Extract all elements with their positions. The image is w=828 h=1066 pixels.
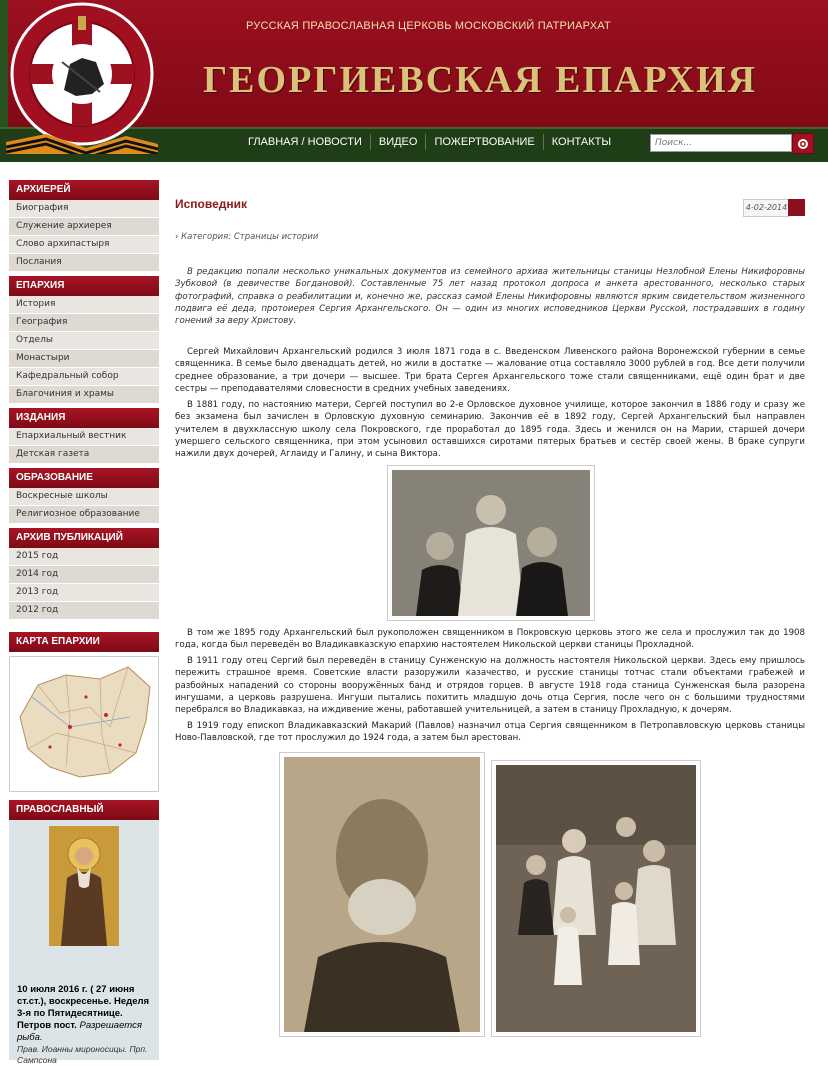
calendar-widget [9, 800, 159, 1065]
calendar-date-text: 10 июля 2016 г. ( 27 июня ст.ст.), воскресенье. Неделя 3-я по Пятидесятнице. Петров пост. Разрешается рыба. [17, 984, 150, 1043]
saint-icon-image[interactable] [49, 826, 119, 946]
sidebar [9, 180, 159, 1065]
category-link[interactable]: Страницы истории [233, 232, 319, 242]
article-paragraph: В том же 1895 году Архангельский был рукоположен священником в Покровскую церковь этого же села и прослужил так до 1908 года, когда был переведён во Владикавказскую епархию настоятелем Никольской церкви станицы Прохладной. [175, 628, 805, 651]
diocese-emblem-logo[interactable] [6, 2, 158, 154]
sidebar-heading: ЕПАРХИЯ [9, 276, 159, 296]
article-paragraph: В 1881 году, по настоянию матери, Сергей поступил во 2-е Орловское духовное училище, которое закончил в 1886 году и сразу же без экзамена был зачислен в Орловскую духовную семинарию. Закончив её в 1892 году, Сергей Архангельский был направлен учителем в двухклассную школу села Покровского, где проработал до 1895 года. Здесь и женился он на Марии, старшей дочери умершего сельского священника, при этом усыновил оставшихся сиротами пятерых братьев и сестёр своей жены. В браке супруги нажили двух дочерей, Аглаиду и Галину, и сына Виктора. [175, 400, 805, 460]
article-date: 4-02-2014 [743, 199, 790, 217]
sidebar-item-2014[interactable]: 2014 год [9, 566, 159, 584]
map-widget [9, 632, 159, 792]
calendar-body [9, 820, 159, 1065]
map-image [10, 657, 158, 791]
patriarchate-label: РУССКАЯ ПРАВОСЛАВНАЯ ЦЕРКОВЬ МОСКОВСКИЙ ПАТРИАРХАТ [246, 20, 611, 32]
sidebar-item-sunday-schools[interactable]: Воскресные школы [9, 488, 159, 506]
article-paragraph: В 1911 году отец Сергий был переведён в станицу Сунженскую на должность настоятеля Никольской церкви. Здесь ему пришлось пережить страшное время. Советские власти разоружили казачество, и русские станицы тотчас стали объектами грабежей и разбойных нападений со стороны вооружённых банд и отрядов горцев. В августе 1918 года станица Сунженская была разорена ингушами, а церковь разрушена. Ингуши пытались похитить младшую дочь отца Сергия, после чего он с большими трудностями перебрался во Владикавказ, на иждивение жены, работавшей учительницей, а затем в станицу Прохладную, к дочерям. [175, 656, 805, 716]
sidebar-item-2012[interactable]: 2012 год [9, 602, 159, 620]
sidebar-item-ministry[interactable]: Служение архиерея [9, 218, 159, 236]
photo-image [284, 757, 480, 1032]
search-input[interactable] [650, 134, 792, 152]
sidebar-item-kids-paper[interactable]: Детская газета [9, 446, 159, 464]
sidebar-item-2015[interactable]: 2015 год [9, 548, 159, 566]
nav-contacts[interactable]: КОНТАКТЫ [543, 134, 619, 150]
site-header [0, 0, 828, 160]
sidebar-item-word[interactable]: Слово архипастыря [9, 236, 159, 254]
article-paragraph: Сергей Михайлович Архангельский родился 3 июля 1871 года в с. Введенском Ливенского района Воронежской губернии в семье священника. В семье было двенадцать детей, но жили в достатке — жалование отца составляло 3000 рублей в год. Все дети получили среднее образование, а три дочери — высшее. Три брата Сергея Архангельского тоже стали священниками, ещё один брат и две сестры — преподавателями словесности в средних учебных заведениях. [175, 347, 805, 394]
diocese-map[interactable] [9, 656, 159, 792]
sidebar-heading: ОБРАЗОВАНИЕ [9, 468, 159, 488]
sidebar-item-epistles[interactable]: Послания [9, 254, 159, 272]
nav-donation[interactable]: ПОЖЕРТВОВАНИЕ [425, 134, 542, 150]
priest-portrait-photo[interactable] [279, 752, 485, 1037]
calendar-heading: ПРАВОСЛАВНЫЙ [9, 800, 159, 820]
sidebar-item-history[interactable]: История [9, 296, 159, 314]
family-photo-2[interactable] [491, 760, 701, 1037]
photo-image [496, 765, 696, 1032]
sidebar-item-geography[interactable]: География [9, 314, 159, 332]
sidebar-heading: АРХИЕРЕЙ [9, 180, 159, 200]
sidebar-item-deaneries[interactable]: Благочиния и храмы [9, 386, 159, 404]
sidebar-group-diocese [9, 276, 159, 404]
breadcrumb [175, 232, 318, 242]
photo-image [392, 470, 590, 616]
sidebar-group-publications [9, 408, 159, 464]
date-accent [788, 199, 805, 216]
nav-home-news[interactable]: ГЛАВНАЯ / НОВОСТИ [248, 136, 362, 148]
chevron-right-icon: › [175, 232, 179, 242]
page-title: Исповедник [175, 197, 248, 211]
calendar-saints[interactable]: Прав. Иоанны мироносицы. Прп. Сампсона [17, 1044, 148, 1065]
site-title[interactable]: ГЕОРГИЕВСКАЯ ЕПАРХИЯ [203, 59, 758, 101]
category-label: Категория: [181, 232, 232, 242]
sidebar-group-archive [9, 528, 159, 620]
main-nav [240, 134, 619, 150]
sidebar-item-religious-ed[interactable]: Религиозное образование [9, 506, 159, 524]
sidebar-group-education [9, 468, 159, 524]
family-photo-1[interactable] [387, 465, 595, 621]
map-heading: КАРТА ЕПАРХИИ [9, 632, 159, 652]
nav-video[interactable]: ВИДЕО [370, 134, 426, 150]
sidebar-item-2013[interactable]: 2013 год [9, 584, 159, 602]
article-intro: В редакцию попали несколько уникальных документов из семейного архива жительницы станицы Незлобной Елены Никифоровны Зубковой (в девичестве Богдановой). Составленные 75 лет назад протокол допроса и анкета арестованного, несколько старых фотографий, справка о реабилитации и, конечно же, рассказ самой Елены Никифоровны являются ярким свидетельством жизненного подвига её деда, протоиерея Сергия Архангельского. Он — один из многих исповедников Церкви Русской, пострадавших в годину гонений за веру Христову. [175, 267, 805, 327]
sidebar-item-departments[interactable]: Отделы [9, 332, 159, 350]
article-paragraph: В 1919 году епископ Владикавказский Макарий (Павлов) назначил отца Сергия священником в Петропавловскую церковь станицы Ново-Павловской, где тот прослужил до 1924 года, а затем был арестован. [175, 721, 805, 744]
sidebar-heading: АРХИВ ПУБЛИКАЦИЙ [9, 528, 159, 548]
sidebar-item-biography[interactable]: Биография [9, 200, 159, 218]
sidebar-group-archbishop [9, 180, 159, 272]
sidebar-item-monasteries[interactable]: Монастыри [9, 350, 159, 368]
sidebar-item-cathedral[interactable]: Кафедральный собор [9, 368, 159, 386]
search-icon [797, 138, 810, 151]
sidebar-item-bulletin[interactable]: Епархиальный вестник [9, 428, 159, 446]
search-button[interactable] [792, 133, 814, 154]
sidebar-heading: ИЗДАНИЯ [9, 408, 159, 428]
